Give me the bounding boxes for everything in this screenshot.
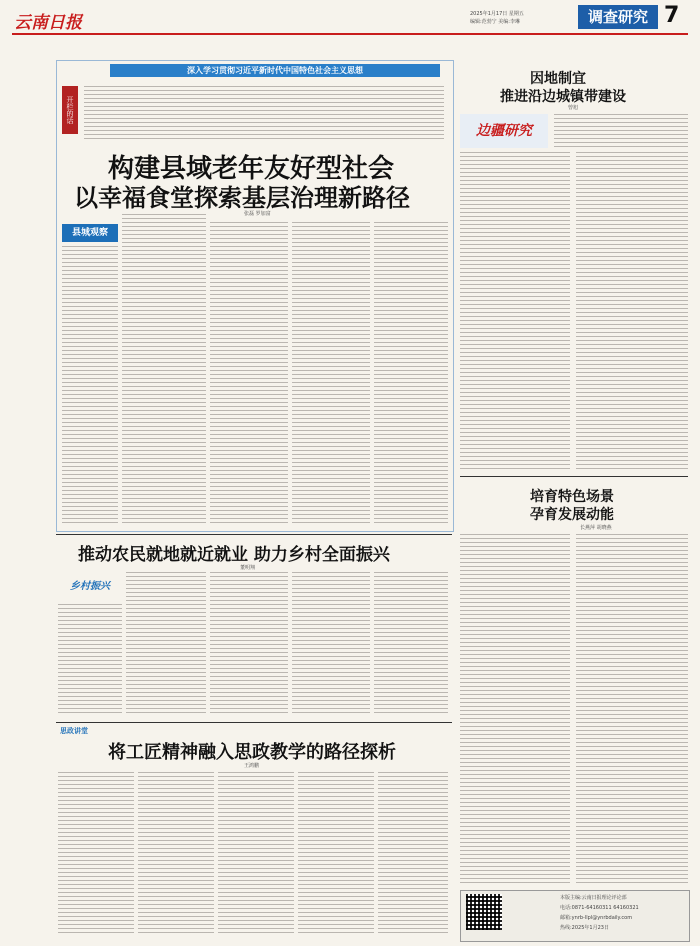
footer-line3: 邮箱:ynrb-llpl@ynrbdaily.com — [560, 915, 633, 921]
right-top-text-col2 — [576, 152, 688, 470]
bottom-text-col4 — [298, 772, 374, 936]
bottom-text-col1 — [58, 772, 134, 936]
bottom-byline: 王鸿鹏 — [244, 763, 260, 769]
right-mid-title-line1: 培育特色场景 — [530, 489, 614, 505]
mid-text-col4 — [292, 572, 370, 716]
column-badge-rural: 乡村振兴 — [70, 581, 110, 592]
right-mid-text-col2 — [576, 534, 688, 884]
right-top-title-line1: 因地制宜 — [530, 71, 586, 87]
bottom-section-tag: 思政讲堂 — [60, 727, 88, 735]
mid-text-col1 — [58, 604, 122, 716]
right-mid-text-col1 — [460, 534, 570, 884]
mid-byline: 董明翔 — [240, 565, 256, 571]
mid-text-col5 — [374, 572, 448, 716]
right-top-text-col1 — [460, 152, 570, 470]
kicker-text — [84, 86, 444, 140]
right-top-text-a — [554, 114, 688, 148]
main-text-col3 — [210, 222, 288, 526]
bottom-title: 将工匠精神融入思政教学的路径探析 — [108, 742, 396, 763]
main-title-line1: 构建县域老年友好型社会 — [108, 154, 395, 184]
right-mid-byline: 长燕萍 胡晓燕 — [580, 525, 612, 531]
section-title: 调查研究 — [578, 5, 658, 29]
paper-logo: 云南日报 — [14, 13, 82, 33]
mid-title: 推动农民就地就近就业 助力乡村全面振兴 — [78, 545, 390, 565]
right-divider — [460, 476, 688, 477]
main-text-col4 — [292, 222, 370, 526]
footer-line2: 电话:0871-64160311 64160321 — [560, 905, 639, 911]
mid-text-col3 — [210, 572, 288, 716]
right-top-byline: 曾旭 — [568, 105, 579, 111]
editor-line: 编辑:范勃宁 美编:李琳 — [470, 19, 520, 25]
bottom-text-col5 — [378, 772, 448, 936]
bottom-text-col3 — [218, 772, 294, 936]
footer-line4: 热线:2025年1月23日 — [560, 925, 609, 931]
date-line: 2025年1月17日 星期五 — [470, 11, 524, 17]
footer-line1: 本版主编:云南日报理论评论部 — [560, 895, 627, 901]
column-badge-border: 边疆研究 — [460, 114, 548, 148]
banner: 深入学习贯彻习近平新时代中国特色社会主义思想 — [110, 64, 440, 77]
main-byline: 张磊 罗加富 — [244, 211, 271, 217]
column-badge-county: 县城观察 — [62, 224, 118, 242]
mid-text-col2 — [126, 572, 206, 716]
masthead-rule — [12, 33, 688, 35]
kicker-badge: 开栏的话 — [62, 86, 78, 134]
main-text-col5 — [374, 222, 448, 526]
qr-code — [466, 894, 502, 930]
right-top-title-line2: 推进沿边城镇带建设 — [500, 89, 626, 105]
bottom-text-col2 — [138, 772, 214, 936]
right-mid-title-line2: 孕育发展动能 — [530, 507, 614, 523]
main-text-col1 — [62, 246, 118, 526]
main-text-col2 — [122, 214, 206, 526]
bottom-divider — [56, 722, 452, 723]
mid-divider — [56, 534, 452, 535]
main-title-line2: 以幸福食堂探索基层治理新路径 — [74, 183, 410, 212]
page-number: 7 — [664, 3, 680, 28]
